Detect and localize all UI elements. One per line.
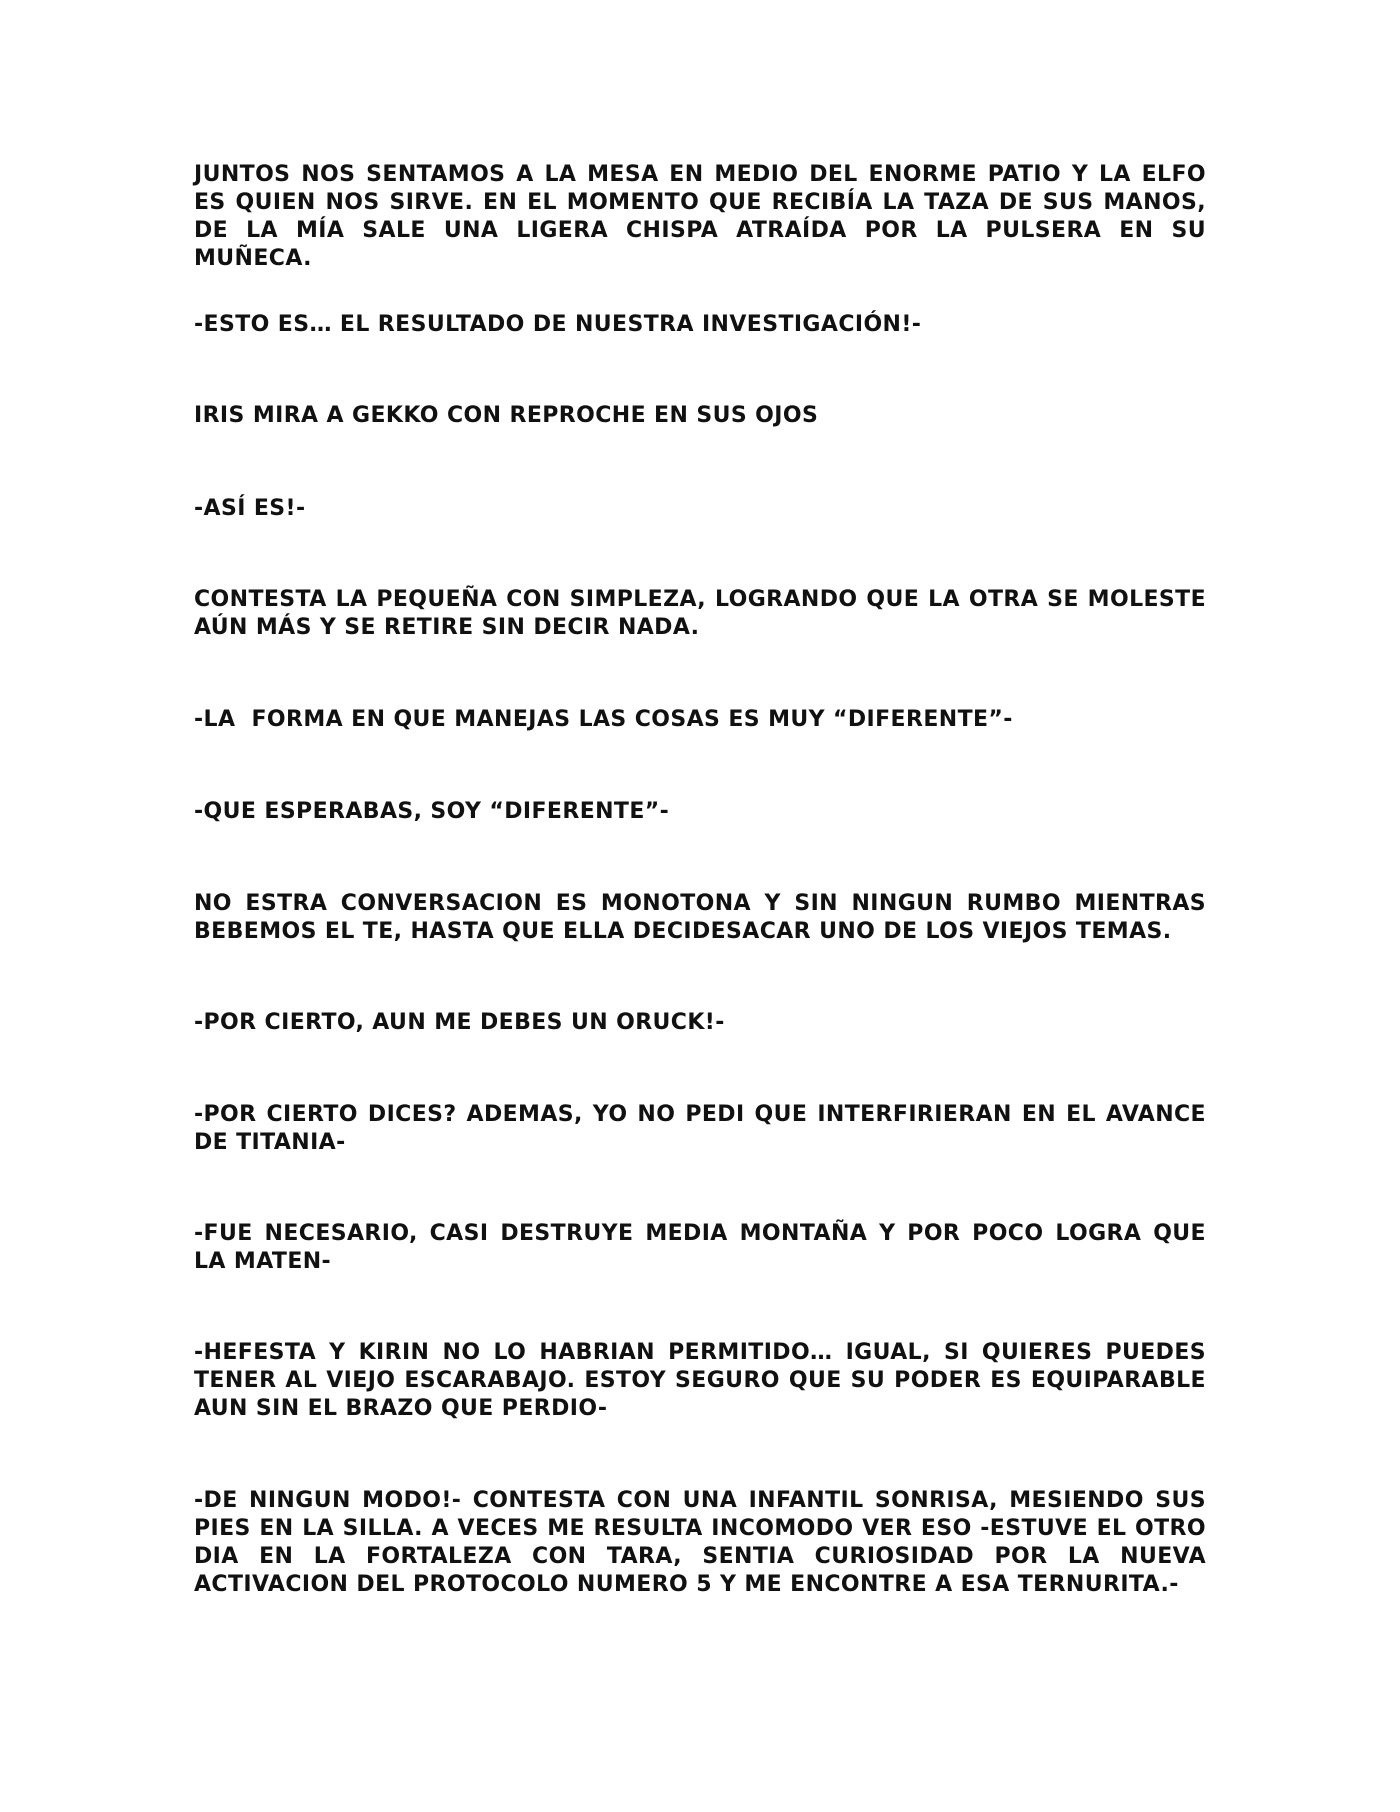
paragraph-dialogue-3: -LA FORMA EN QUE MANEJAS LAS COSAS ES MUY “DIFERENTE”- [194, 707, 1013, 732]
paragraph-dialogue-8: -HEFESTA Y KIRIN NO LO HABRIAN PERMITIDO… IGUAL, SI QUIERES PUEDES TENER AL VIEJO ESCARABAJO. ESTOY SEGURO QUE SU PODER ES EQUIPARABLE AUN SIN EL BRAZO QUE PERDIO- [194, 1340, 1215, 1421]
paragraph-dialogue-2: -ASÍ ES!- [194, 496, 306, 521]
paragraph-dialogue-5: -POR CIERTO, AUN ME DEBES UN ORUCK!- [194, 1010, 725, 1035]
paragraph-narration-3: CONTESTA LA PEQUEÑA CON SIMPLEZA, LOGRANDO QUE LA OTRA SE MOLESTE AÚN MÁS Y SE RETIRE SIN DECIR NADA. [194, 587, 1215, 640]
paragraph-narration-4: NO ESTRA CONVERSACION ES MONOTONA Y SIN NINGUN RUMBO MIENTRAS BEBEMOS EL TE, HASTA QUE ELLA DECIDESACAR UNO DE LOS VIEJOS TEMAS. [194, 891, 1215, 944]
paragraph-dialogue-4: -QUE ESPERABAS, SOY “DIFERENTE”- [194, 799, 670, 824]
paragraph-narration-2: IRIS MIRA A GEKKO CON REPROCHE EN SUS OJOS [194, 403, 819, 428]
paragraph-narration-1: JUNTOS NOS SENTAMOS A LA MESA EN MEDIO DEL ENORME PATIO Y LA ELFO ES QUIEN NOS SIRVE. EN EL MOMENTO QUE RECIBÍA LA TAZA DE SUS MANOS, DE LA MÍA SALE UNA LIGERA CHISPA ATRAÍDA POR LA PULSERA EN SU MUÑECA. [194, 162, 1215, 271]
paragraph-dialogue-7: -FUE NECESARIO, CASI DESTRUYE MEDIA MONTAÑA Y POR POCO LOGRA QUE LA MATEN- [194, 1221, 1215, 1274]
paragraph-dialogue-6: -POR CIERTO DICES? ADEMAS, YO NO PEDI QUE INTERFIRIERAN EN EL AVANCE DE TITANIA- [194, 1102, 1215, 1155]
paragraph-dialogue-9: -DE NINGUN MODO!- CONTESTA CON UNA INFANTIL SONRISA, MESIENDO SUS PIES EN LA SILLA. A VECES ME RESULTA INCOMODO VER ESO -ESTUVE EL OTRO DIA EN LA FORTALEZA CON TARA, SENTIA CURIOSIDAD POR LA NUEVA ACTIVACION DEL PROTOCOLO NUMERO 5 Y ME ENCONTRE A ESA TERNURITA.- [194, 1488, 1215, 1597]
paragraph-dialogue-1: -ESTO ES… EL RESULTADO DE NUESTRA INVESTIGACIÓN!- [194, 312, 922, 337]
